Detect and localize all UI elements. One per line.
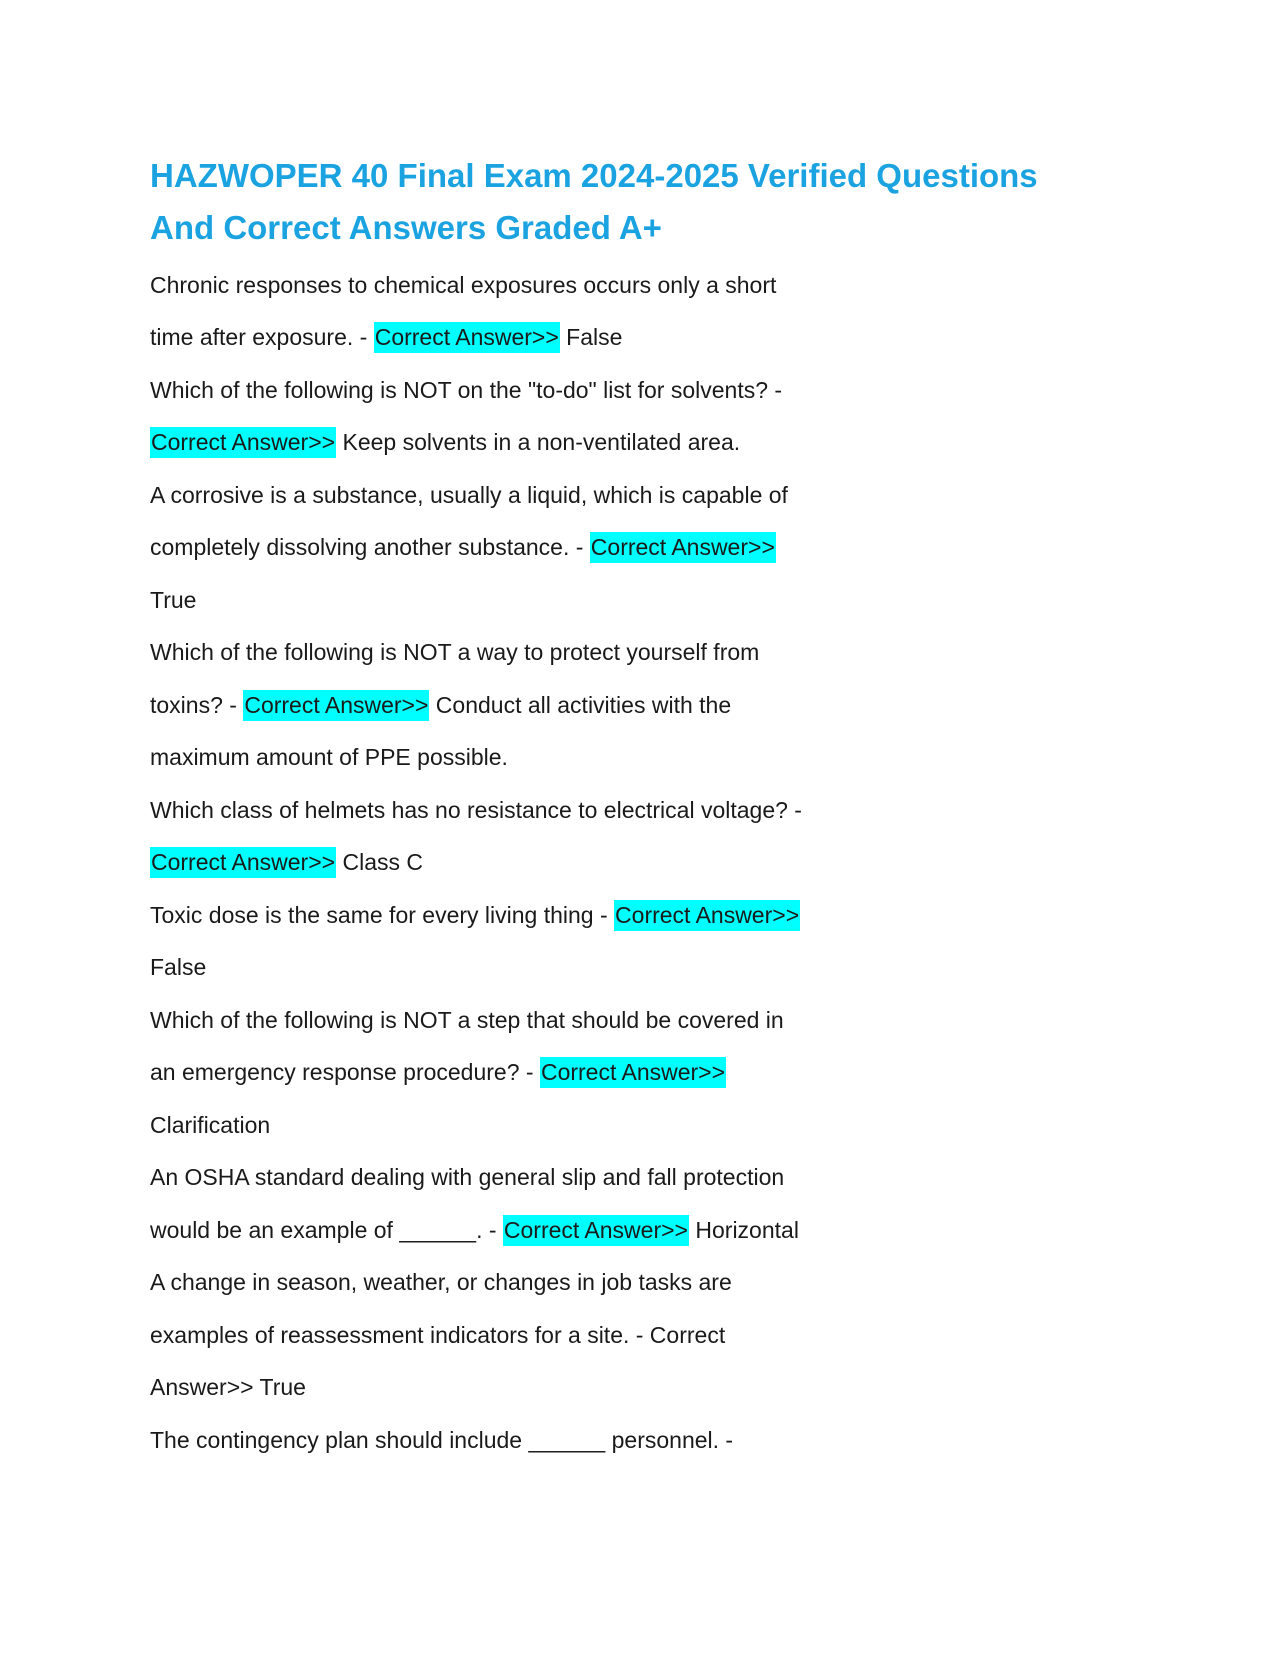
text-line: time after exposure. - Correct Answer>> False: [150, 322, 622, 352]
text-line: Which of the following is NOT on the "to-do" list for solvents? -: [150, 377, 783, 403]
text-line: Correct Answer>> Class C: [150, 847, 423, 877]
text-line: an emergency response procedure? - Correct Answer>>: [150, 1057, 726, 1087]
text-line: Chronic responses to chemical exposures occurs only a short: [150, 272, 777, 298]
text-line: would be an example of ______. - Correct Answer>> Horizontal: [150, 1215, 799, 1245]
text-line: toxins? - Correct Answer>> Conduct all activities with the: [150, 690, 731, 720]
text-line: Which of the following is NOT a step that should be covered in: [150, 1007, 784, 1033]
answer-highlight: Correct Answer>>: [614, 900, 800, 931]
text-line: An OSHA standard dealing with general slip and fall protection: [150, 1164, 785, 1190]
text-line: False: [150, 954, 207, 980]
answer-highlight: Correct Answer>>: [374, 322, 560, 353]
text-line: The contingency plan should include ______ personnel. -: [150, 1427, 734, 1453]
text-line: True: [150, 587, 197, 613]
text-line: Toxic dose is the same for every living thing - Correct Answer>>: [150, 900, 800, 930]
text-line: Clarification: [150, 1112, 271, 1138]
text-line: Correct Answer>> Keep solvents in a non-ventilated area.: [150, 427, 740, 457]
text-line: examples of reassessment indicators for a site. - Correct: [150, 1322, 726, 1348]
title-line-1: HAZWOPER 40 Final Exam 2024-2025 Verified Questions: [150, 157, 1038, 194]
text-line: Which class of helmets has no resistance to electrical voltage? -: [150, 797, 802, 823]
answer-highlight: Correct Answer>>: [590, 532, 776, 563]
answer-highlight: Correct Answer>>: [540, 1057, 726, 1088]
answer-highlight: Correct Answer>>: [150, 847, 336, 878]
title-line-2: And Correct Answers Graded A+: [150, 209, 662, 246]
answer-highlight: Correct Answer>>: [503, 1215, 689, 1246]
answer-highlight: Correct Answer>>: [243, 690, 429, 721]
text-line: Which of the following is NOT a way to protect yourself from: [150, 639, 760, 665]
answer-highlight: Correct Answer>>: [150, 427, 336, 458]
text-line: completely dissolving another substance. - Correct Answer>>: [150, 532, 776, 562]
text-line: Answer>> True: [150, 1374, 306, 1400]
text-line: maximum amount of PPE possible.: [150, 744, 508, 770]
document-title: [150, 150, 1150, 254]
text-line: A change in season, weather, or changes in job tasks are: [150, 1269, 732, 1295]
text-line: A corrosive is a substance, usually a liquid, which is capable of: [150, 482, 788, 508]
